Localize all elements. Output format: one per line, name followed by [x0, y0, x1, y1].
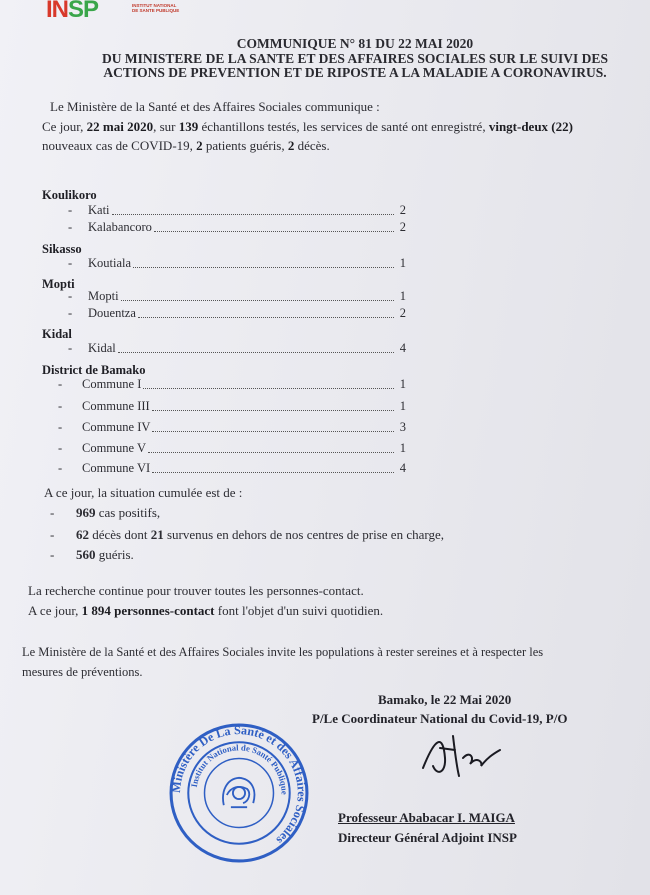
closing-line-2: mesures de préventions.: [22, 665, 143, 679]
intro-line-3: nouveaux cas de COVID-19, 2 patients guéris, 2 décès.: [42, 138, 330, 153]
logo-subtext: INSTITUT NATIONAL DE SANTE PUBLIQUE: [132, 3, 180, 13]
list-item: - Kidal 4: [68, 341, 406, 355]
list-item: - Koutiala 1: [68, 256, 406, 270]
insp-logo: [40, 0, 190, 24]
signature-place-date: Bamako, le 22 Mai 2020: [378, 692, 512, 707]
title-line-3: ACTIONS DE PREVENTION ET DE RIPOSTE A LA MALADIE A CORONAVIRUS.: [103, 65, 607, 80]
list-item: - Commune VI 4: [58, 461, 406, 475]
cumul-recovered: - 560 guéris.: [50, 547, 134, 562]
closing-line-1: Le Ministère de la Santé et des Affaires Sociales invite les populations à rester sereines et à respecter les: [22, 645, 544, 659]
region-kidal: Kidal: [42, 327, 72, 341]
logo-text-green: SP: [68, 0, 99, 23]
region-sikasso: Sikasso: [42, 242, 82, 256]
region-bamako: District de Bamako: [42, 363, 146, 377]
region-koulikoro: Koulikoro: [42, 188, 97, 202]
logo-text-red: IN: [46, 0, 68, 23]
list-item: - Kalabancoro 2: [68, 220, 406, 234]
region-mopti: Mopti: [42, 277, 75, 291]
official-stamp: [168, 722, 310, 864]
list-item: - Douentza 2: [68, 306, 406, 320]
list-item: - Commune III 1: [58, 399, 406, 413]
logo-mark: [46, 0, 98, 24]
signature-role: P/Le Coordinateur National du Covid-19, P/O: [312, 711, 568, 726]
signatory-name: Professeur Ababacar I. MAIGA: [338, 810, 515, 825]
stamp-inner-text: Institut National de Santé Publique: [188, 742, 290, 795]
intro-line-2: Ce jour, 22 mai 2020, sur 139 échantillons testés, les services de santé ont enregistré, vingt-deux (22): [42, 119, 573, 134]
signatory-title: Directeur Général Adjoint INSP: [338, 830, 517, 845]
stamp-outer-text: Ministère De La Santé et des Affaires Sociales: [168, 723, 309, 848]
list-item: - Commune IV 3: [58, 420, 406, 434]
list-item: - Mopti 1: [68, 289, 406, 303]
list-item: - Kati 2: [68, 203, 406, 217]
cumul-deaths: - 62 décès dont 21 survenus en dehors de nos centres de prise en charge,: [50, 527, 444, 542]
intro-line-1: Le Ministère de la Santé et des Affaires Sociales communique :: [50, 99, 380, 114]
list-item: - Commune I 1: [58, 377, 406, 391]
stamp-emblem-icon: [223, 778, 254, 807]
contacts-line-2: A ce jour, 1 894 personnes-contact font l'objet d'un suivi quotidien.: [28, 603, 384, 618]
cumul-positive-cases: - 969 cas positifs,: [50, 505, 161, 520]
communique-number: COMMUNIQUE N° 81 DU 22 MAI 2020: [236, 36, 474, 51]
cumul-intro: A ce jour, la situation cumulée est de :: [44, 485, 243, 500]
contacts-line-1: La recherche continue pour trouver toutes les personnes-contact.: [28, 583, 364, 598]
handwritten-signature: [415, 728, 505, 783]
list-item: - Commune V 1: [58, 441, 406, 455]
title-line-2: DU MINISTERE DE LA SANTE ET DES AFFAIRES SOCIALES SUR LE SUIVI DES: [102, 51, 608, 66]
